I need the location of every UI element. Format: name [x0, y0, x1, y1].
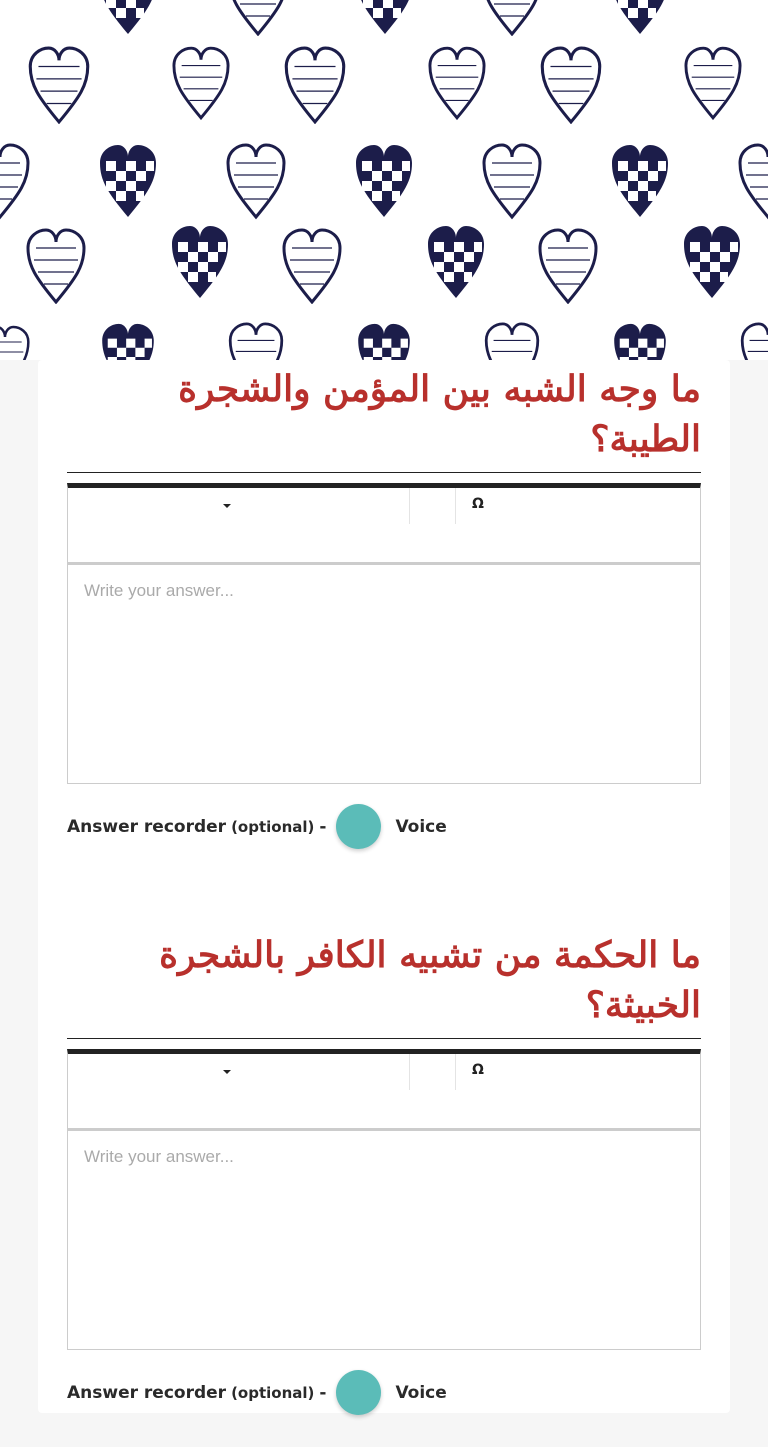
toolbar-divider	[409, 1054, 410, 1090]
recorder-label: Answer recorder	[67, 816, 227, 837]
editor-toolbar	[68, 488, 700, 565]
format-dropdown-icon[interactable]	[223, 504, 231, 508]
rich-text-editor[interactable]	[67, 483, 701, 784]
answer-recorder	[67, 1370, 701, 1415]
toolbar-divider	[455, 1054, 456, 1090]
special-character-button[interactable]: Ω	[472, 1062, 484, 1078]
voice-label: Voice	[395, 1382, 447, 1403]
question-title: ما الحكمة من تشبيه الكافر بالشجرة الخبيثة؟	[67, 930, 701, 1039]
record-button[interactable]	[336, 1370, 381, 1415]
answer-input[interactable]: Write your answer...	[84, 581, 234, 600]
dash: -	[319, 816, 327, 837]
dash: -	[319, 1382, 327, 1403]
toolbar-divider	[455, 488, 456, 524]
special-character-button[interactable]: Ω	[472, 496, 484, 512]
question-2	[67, 930, 701, 1415]
toolbar-divider	[409, 488, 410, 524]
question-title: ما وجه الشبه بين المؤمن والشجرة الطيبة؟	[67, 364, 701, 473]
recorder-label: Answer recorder	[67, 1382, 227, 1403]
format-dropdown-icon[interactable]	[223, 1070, 231, 1074]
form-card	[38, 360, 730, 1413]
answer-input[interactable]: Write your answer...	[84, 1147, 234, 1166]
answer-recorder	[67, 804, 701, 849]
voice-label: Voice	[395, 816, 447, 837]
question-1	[67, 364, 701, 849]
hearts-pattern-icon	[0, 0, 768, 360]
optional-label: (optional)	[231, 817, 315, 836]
hearts-banner-image	[0, 0, 768, 360]
editor-toolbar	[68, 1054, 700, 1131]
rich-text-editor[interactable]	[67, 1049, 701, 1350]
record-button[interactable]	[336, 804, 381, 849]
optional-label: (optional)	[231, 1383, 315, 1402]
